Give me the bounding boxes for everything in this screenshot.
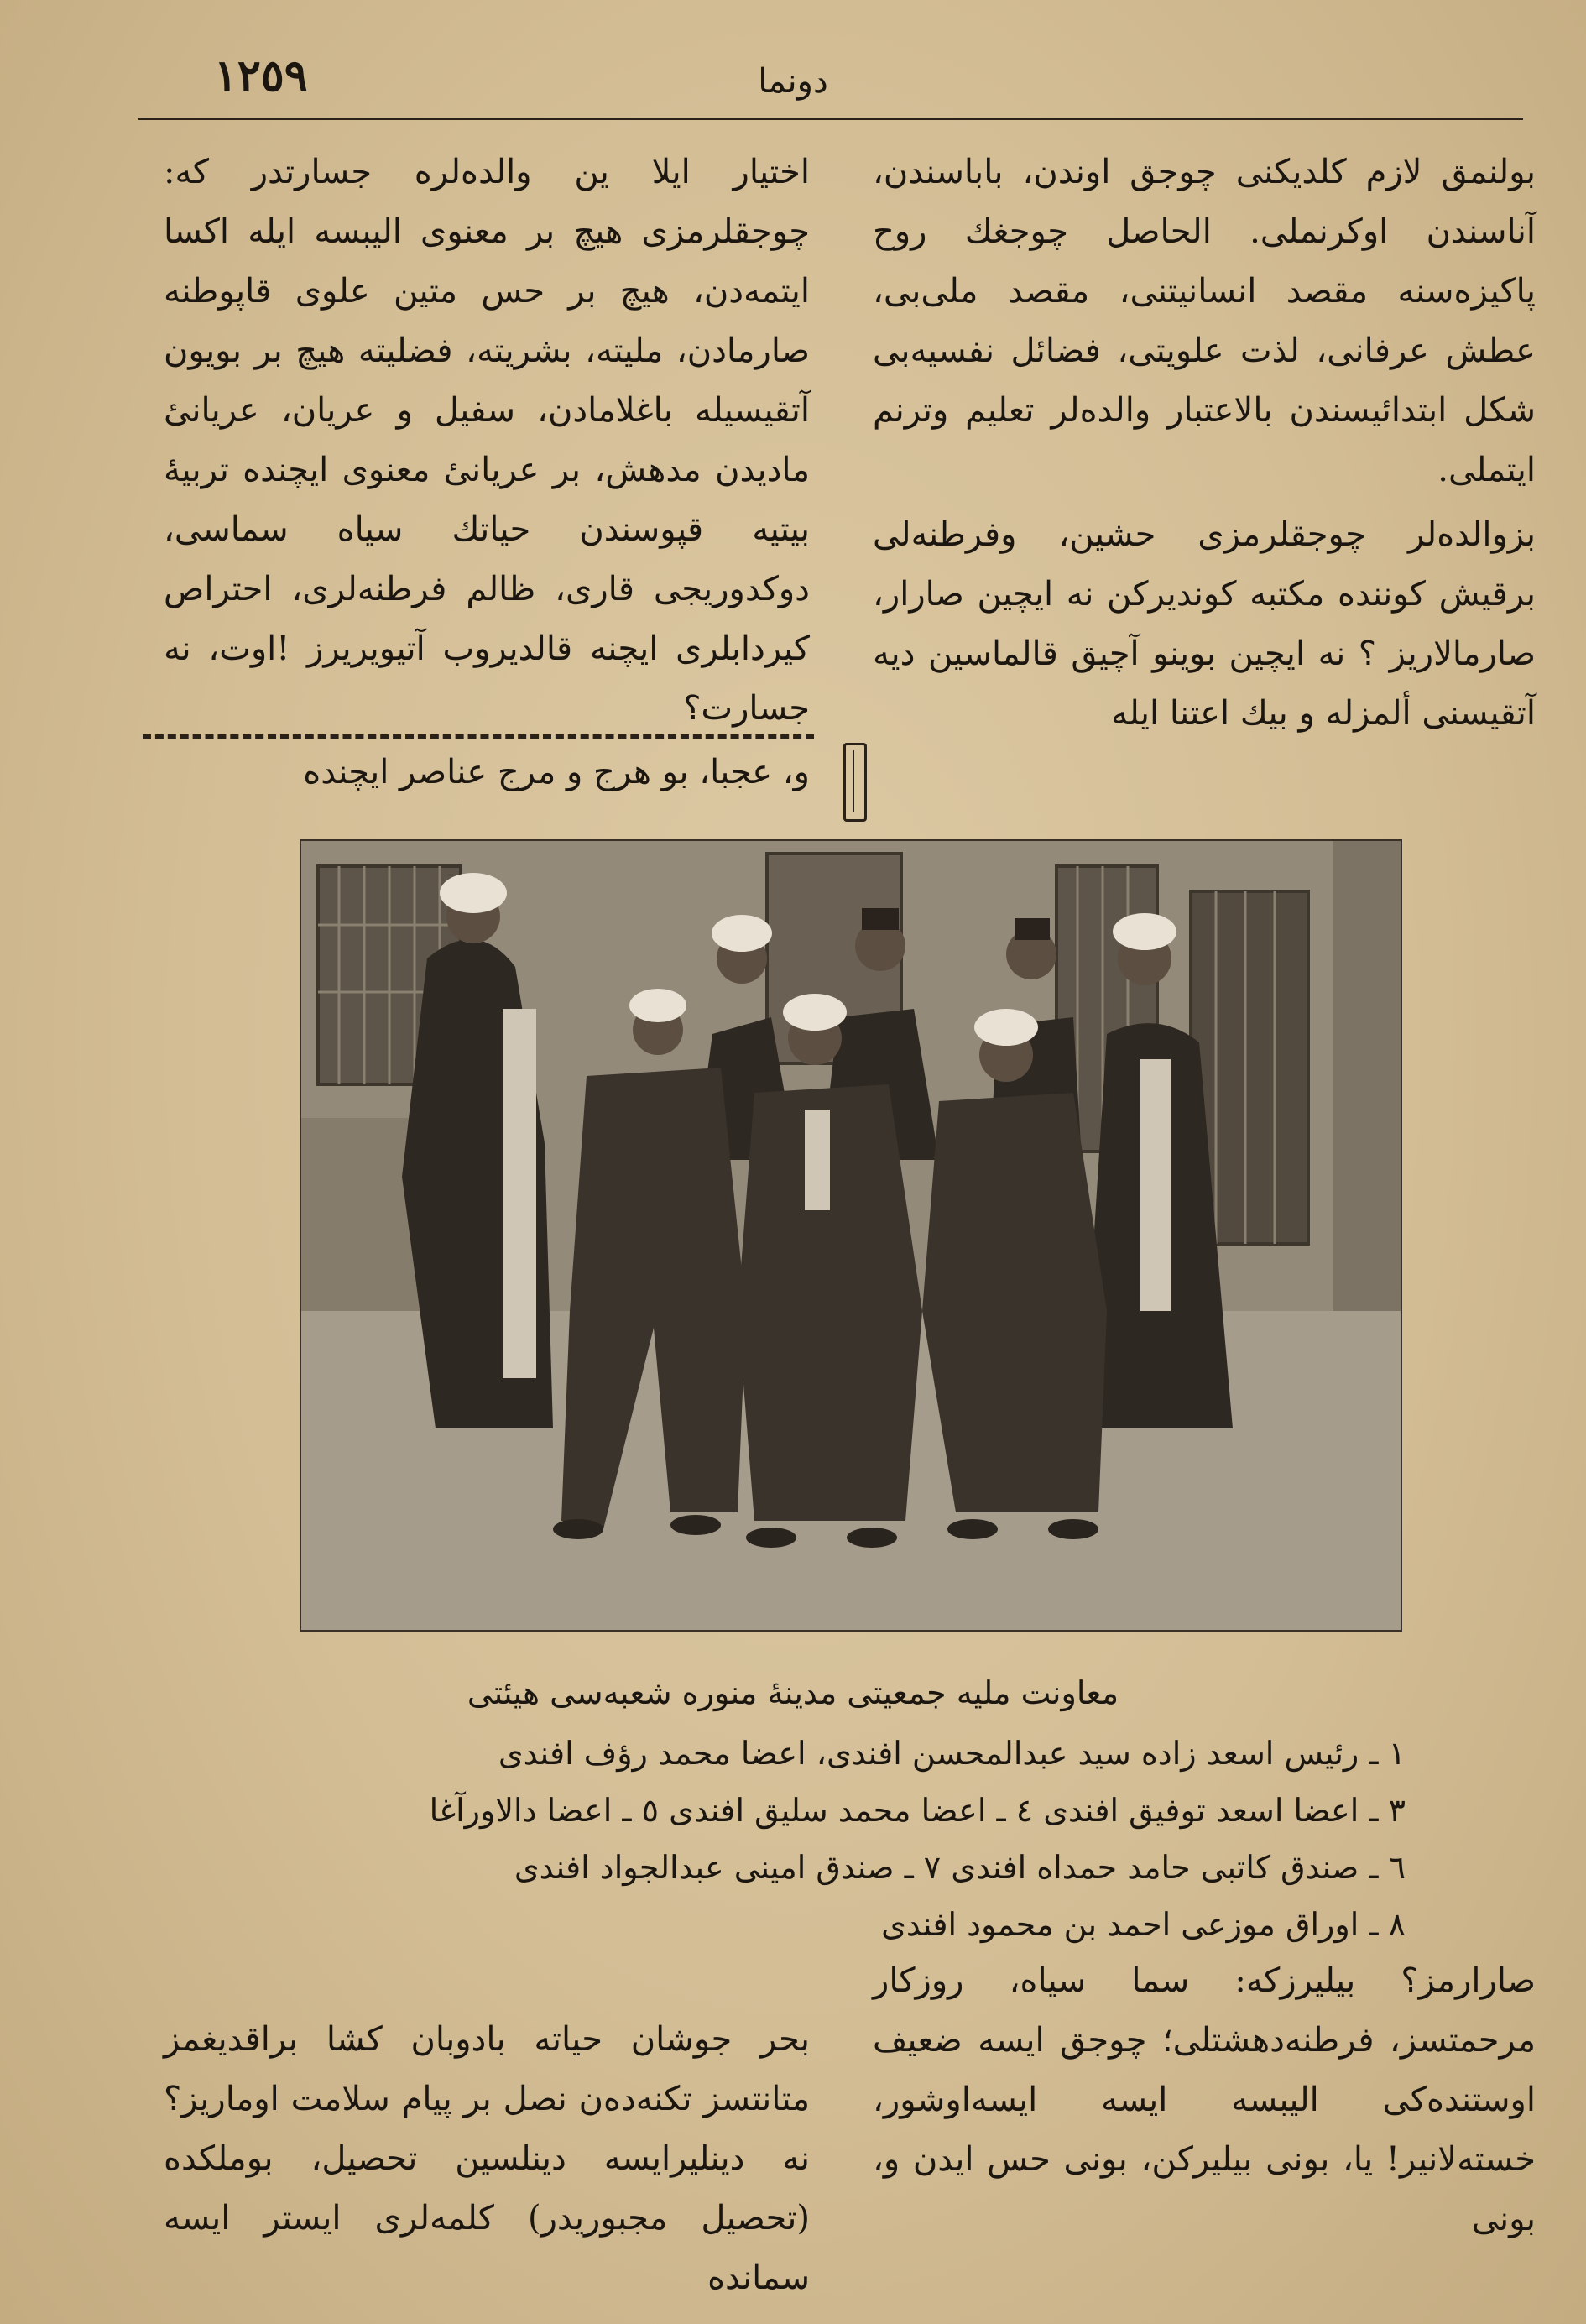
caption-item: ٣ ـ اعضا اسعد توفیق افندی ٤ ـ اعضا محمد سلیق افندی ٥ ـ اعضا دالاورآغا	[429, 1792, 1406, 1829]
right-column-bottom	[873, 1951, 1536, 2249]
left-column-bottom	[164, 2010, 810, 2308]
paragraph: صارارمز؟ بیلیرزکه: سما سیاه، روزکار مرحمتسز، فرطنه‌دهشتلی؛ چوجق ایسه ضعیف اوستنده‌کی الیبسه ایسه ایسه‌اوشور، خسته‌لانیر! یا، بونی بیلیرکن، بونی حس ایدن و، بونی	[873, 1961, 1536, 2238]
page-number: ١٢٥٩	[214, 50, 308, 102]
paragraph: و، عجبا، بو هرج و مرج عناصر ایچنده	[303, 753, 810, 791]
paragraph: اختیار ایلا ین والده‌لره جسارتدر که: چوجقلرمزی هیچ بر معنوی الیبسه ایله اکسا ایتمه‌دن، هیچ بر حس متین علوی قاپوطنه صارمادن، ملیته، بشریته، فضلیته هیچ بر بویون آتقیسیله باغلامادن، سفیل و عریان، عریانیٔ مادیدن مدهش، بر عریانیٔ معنوی ایچنده تربیهٔ بیتیه قپوسندن حیاتك سیاه سماسی، دوکدوریجی قاری، ظالم فرطنه‌لری، احتراص کیردابلری ایچنه قالدیروب آتیویریرز !اوت، نه جسارت؟	[164, 153, 810, 728]
caption-list	[147, 1725, 1406, 1953]
caption-title: معاونت ملیه جمعیتی مدینهٔ منوره شعبه‌سی هیئتی	[467, 1674, 1119, 1711]
left-column-top	[164, 143, 810, 739]
photo-illustration	[301, 841, 1401, 1630]
paragraph: بزوالده‌لر چوجقلرمزی حشین، وفرطنه‌لی برقیش کوننده مکتبه کوندیرکن نه ایچین صارار، صارمالاریز ؟ نه ایچین بوینو آچیق قالماسین دیه آتقیسنی ألمزله و بیك اعتنا ایله	[873, 515, 1536, 733]
header-rule	[138, 118, 1523, 120]
journal-title: دونما	[758, 62, 828, 101]
paragraph: بولنمق لازم کلدیکنی چوجق اوندن، باباسندن، آناسندن اوکرنملی. الحاصل چوجغك روح پاکیزه‌سنه مقصد انسانیتنی، مقصد ملی‌بی، عطش عرفانی، لذت علویتی، فضائل نفسیه‌بی شکل ابتدائیسندن بالاعتبار والده‌لر تعلیم وترنم ایتملی.	[873, 153, 1536, 489]
caption-item: ٦ ـ صندق کاتبی حامد حمداه افندی ٧ ـ صندق امینی عبدالجواد افندی	[514, 1849, 1406, 1886]
column-divider-rule	[143, 734, 814, 739]
caption-item: ١ ـ رئیس اسعد زاده سید عبدالمحسن افندی، اعضا محمد رؤف افندی	[498, 1735, 1406, 1772]
page-header	[0, 50, 1586, 118]
left-column-continuation	[164, 743, 810, 802]
paragraph: بحر جوشان حیاته بادوبان کشا براقدیغمز متانتسز تکنه‌ده‌ن نصل بر پیام سلامت اوماریز؟ نه دینلیرایسه دینلسین تحصیل، بوملکده (تحصیل مجبوریدر) کلمه‌لری ایستر ایسه سمانده	[164, 2020, 810, 2297]
caption-item: ٨ ـ اوراق موزعی احمد بن محمود افندی	[881, 1906, 1406, 1943]
group-photograph	[300, 839, 1402, 1632]
bracket-ornament	[843, 743, 867, 822]
right-column-top	[873, 143, 1536, 744]
